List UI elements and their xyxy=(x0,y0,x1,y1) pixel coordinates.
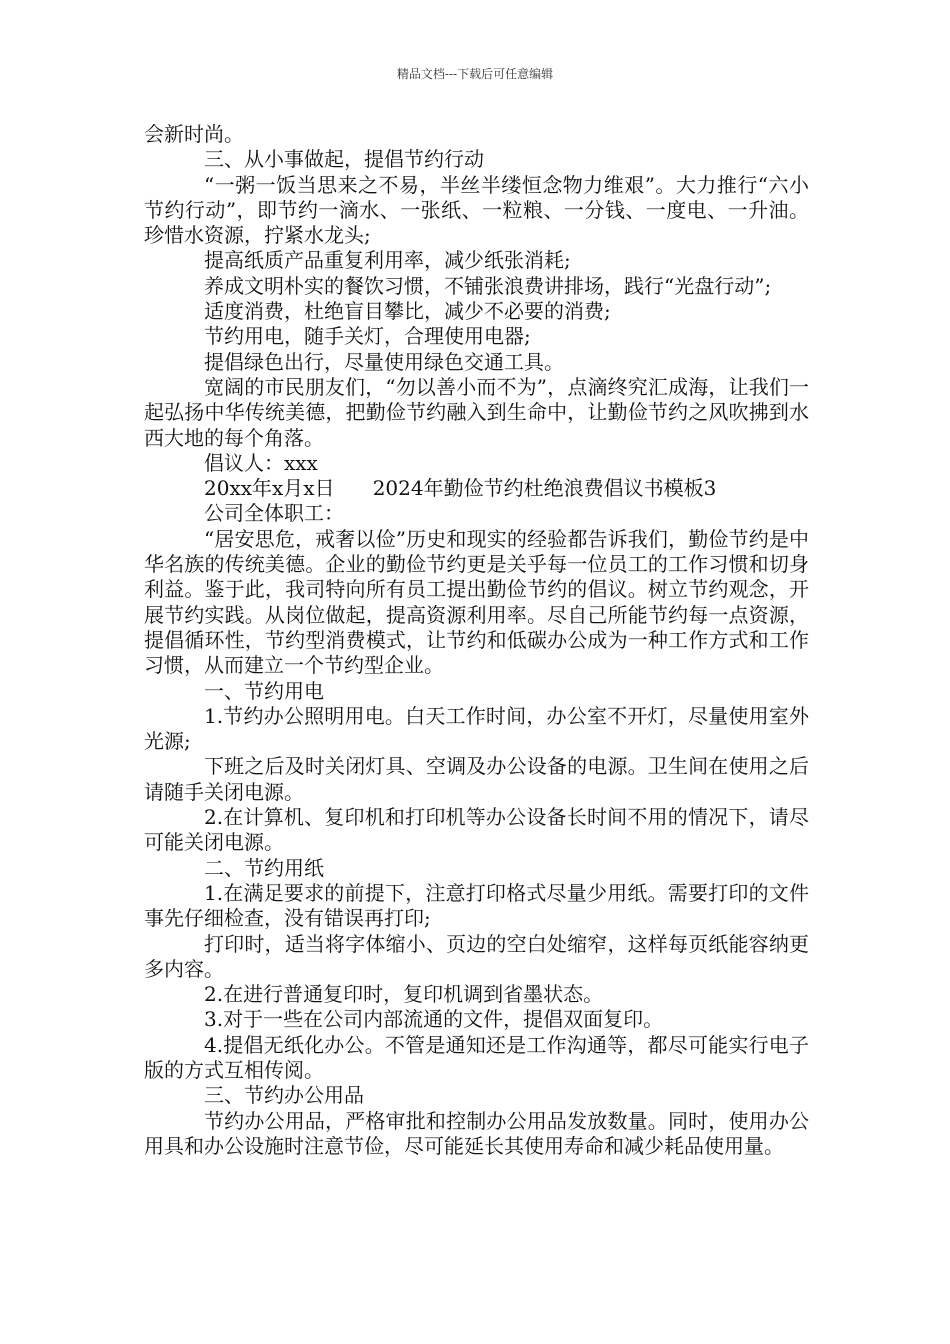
paragraph: “一粥一饭当思来之不易，半丝半缕恒念物力维艰”。大力推行“六小节约行动”，即节约一滴水、一张纸、一粒粮、一分钱、一度电、一升油。珍惜水资源，拧紧水龙头; xyxy=(144,172,809,248)
paragraph: “居安思危，戒奢以俭”历史和现实的经验都告诉我们，勤俭节约是中华名族的传统美德。企业的勤俭节约更是关乎每一位员工的工作习惯和切身利益。鉴于此，我司特向所有员工提出勤俭节约的倡议。树立节约观念，开展节约实践。从岗位做起，提高资源利用率。尽自己所能节约每一点资源，提倡循环性，节约型消费模式，让节约和低碳办公成为一种工作方式和工作习惯，从而建立一个节约型企业。 xyxy=(144,526,809,678)
paragraph: 1.节约办公照明用电。白天工作时间，办公室不开灯，尽量使用室外光源; xyxy=(144,703,809,754)
paragraph: 1.在满足要求的前提下，注意打印格式尽量少用纸。需要打印的文件事先仔细检查，没有错误再打印; xyxy=(144,880,809,931)
paragraph: 2.在计算机、复印机和打印机等办公设备长时间不用的情况下，请尽可能关闭电源。 xyxy=(144,805,809,855)
document-body xyxy=(144,122,809,1159)
paragraph: 宽阔的市民朋友们，“勿以善小而不为”，点滴终究汇成海，让我们一起弘扬中华传统美德，把勤俭节约融入到生命中，让勤俭节约之风吹拂到水西大地的每个角落。 xyxy=(144,374,809,450)
paragraph: 节约办公用品，严格审批和控制办公用品发放数量。同时，使用办公用具和办公设施时注意节俭，尽可能延长其使用寿命和减少耗品使用量。 xyxy=(144,1108,809,1158)
paragraph: 提倡绿色出行，尽量使用绿色交通工具。 xyxy=(204,349,564,374)
paragraph: 适度消费，杜绝盲目攀比，减少不必要的消费; xyxy=(204,299,611,324)
paragraph: 会新时尚。 xyxy=(144,122,244,146)
date-and-title-line: 20xx年x月x日 2024年勤俭节约杜绝浪费倡议书模板3 xyxy=(204,476,717,501)
paragraph: 下班之后及时关闭灯具、空调及办公设备的电源。卫生间在使用之后请随手关闭电源。 xyxy=(144,754,809,804)
paragraph: 2.在进行普通复印时，复印机调到省墨状态。 xyxy=(204,982,604,1007)
signature-line: 倡议人：xxx xyxy=(204,450,318,475)
section-heading: 一、节约用电 xyxy=(204,678,324,703)
paragraph: 提高纸质产品重复利用率，减少纸张消耗; xyxy=(204,248,571,273)
section-heading: 三、节约办公用品 xyxy=(204,1083,364,1108)
paragraph: 3.对于一些在公司内部流通的文件，提倡双面复印。 xyxy=(204,1007,664,1032)
paragraph: 节约用电，随手关灯，合理使用电器; xyxy=(204,324,531,349)
paragraph: 4.提倡无纸化办公。不管是通知还是工作沟通等，都尽可能实行电子版的方式互相传阅。 xyxy=(144,1032,809,1082)
paragraph: 养成文明朴实的餐饮习惯，不铺张浪费讲排场，践行“光盘行动”; xyxy=(204,273,772,298)
salutation: 公司全体职工： xyxy=(204,501,344,526)
section-heading: 二、节约用纸 xyxy=(204,855,324,880)
page-header: 精品文档---下载后可任意编辑 xyxy=(396,67,554,81)
paragraph: 打印时，适当将字体缩小、页边的空白处缩窄，这样每页纸能容纳更多内容。 xyxy=(144,931,809,981)
section-heading: 三、从小事做起，提倡节约行动 xyxy=(204,147,484,172)
